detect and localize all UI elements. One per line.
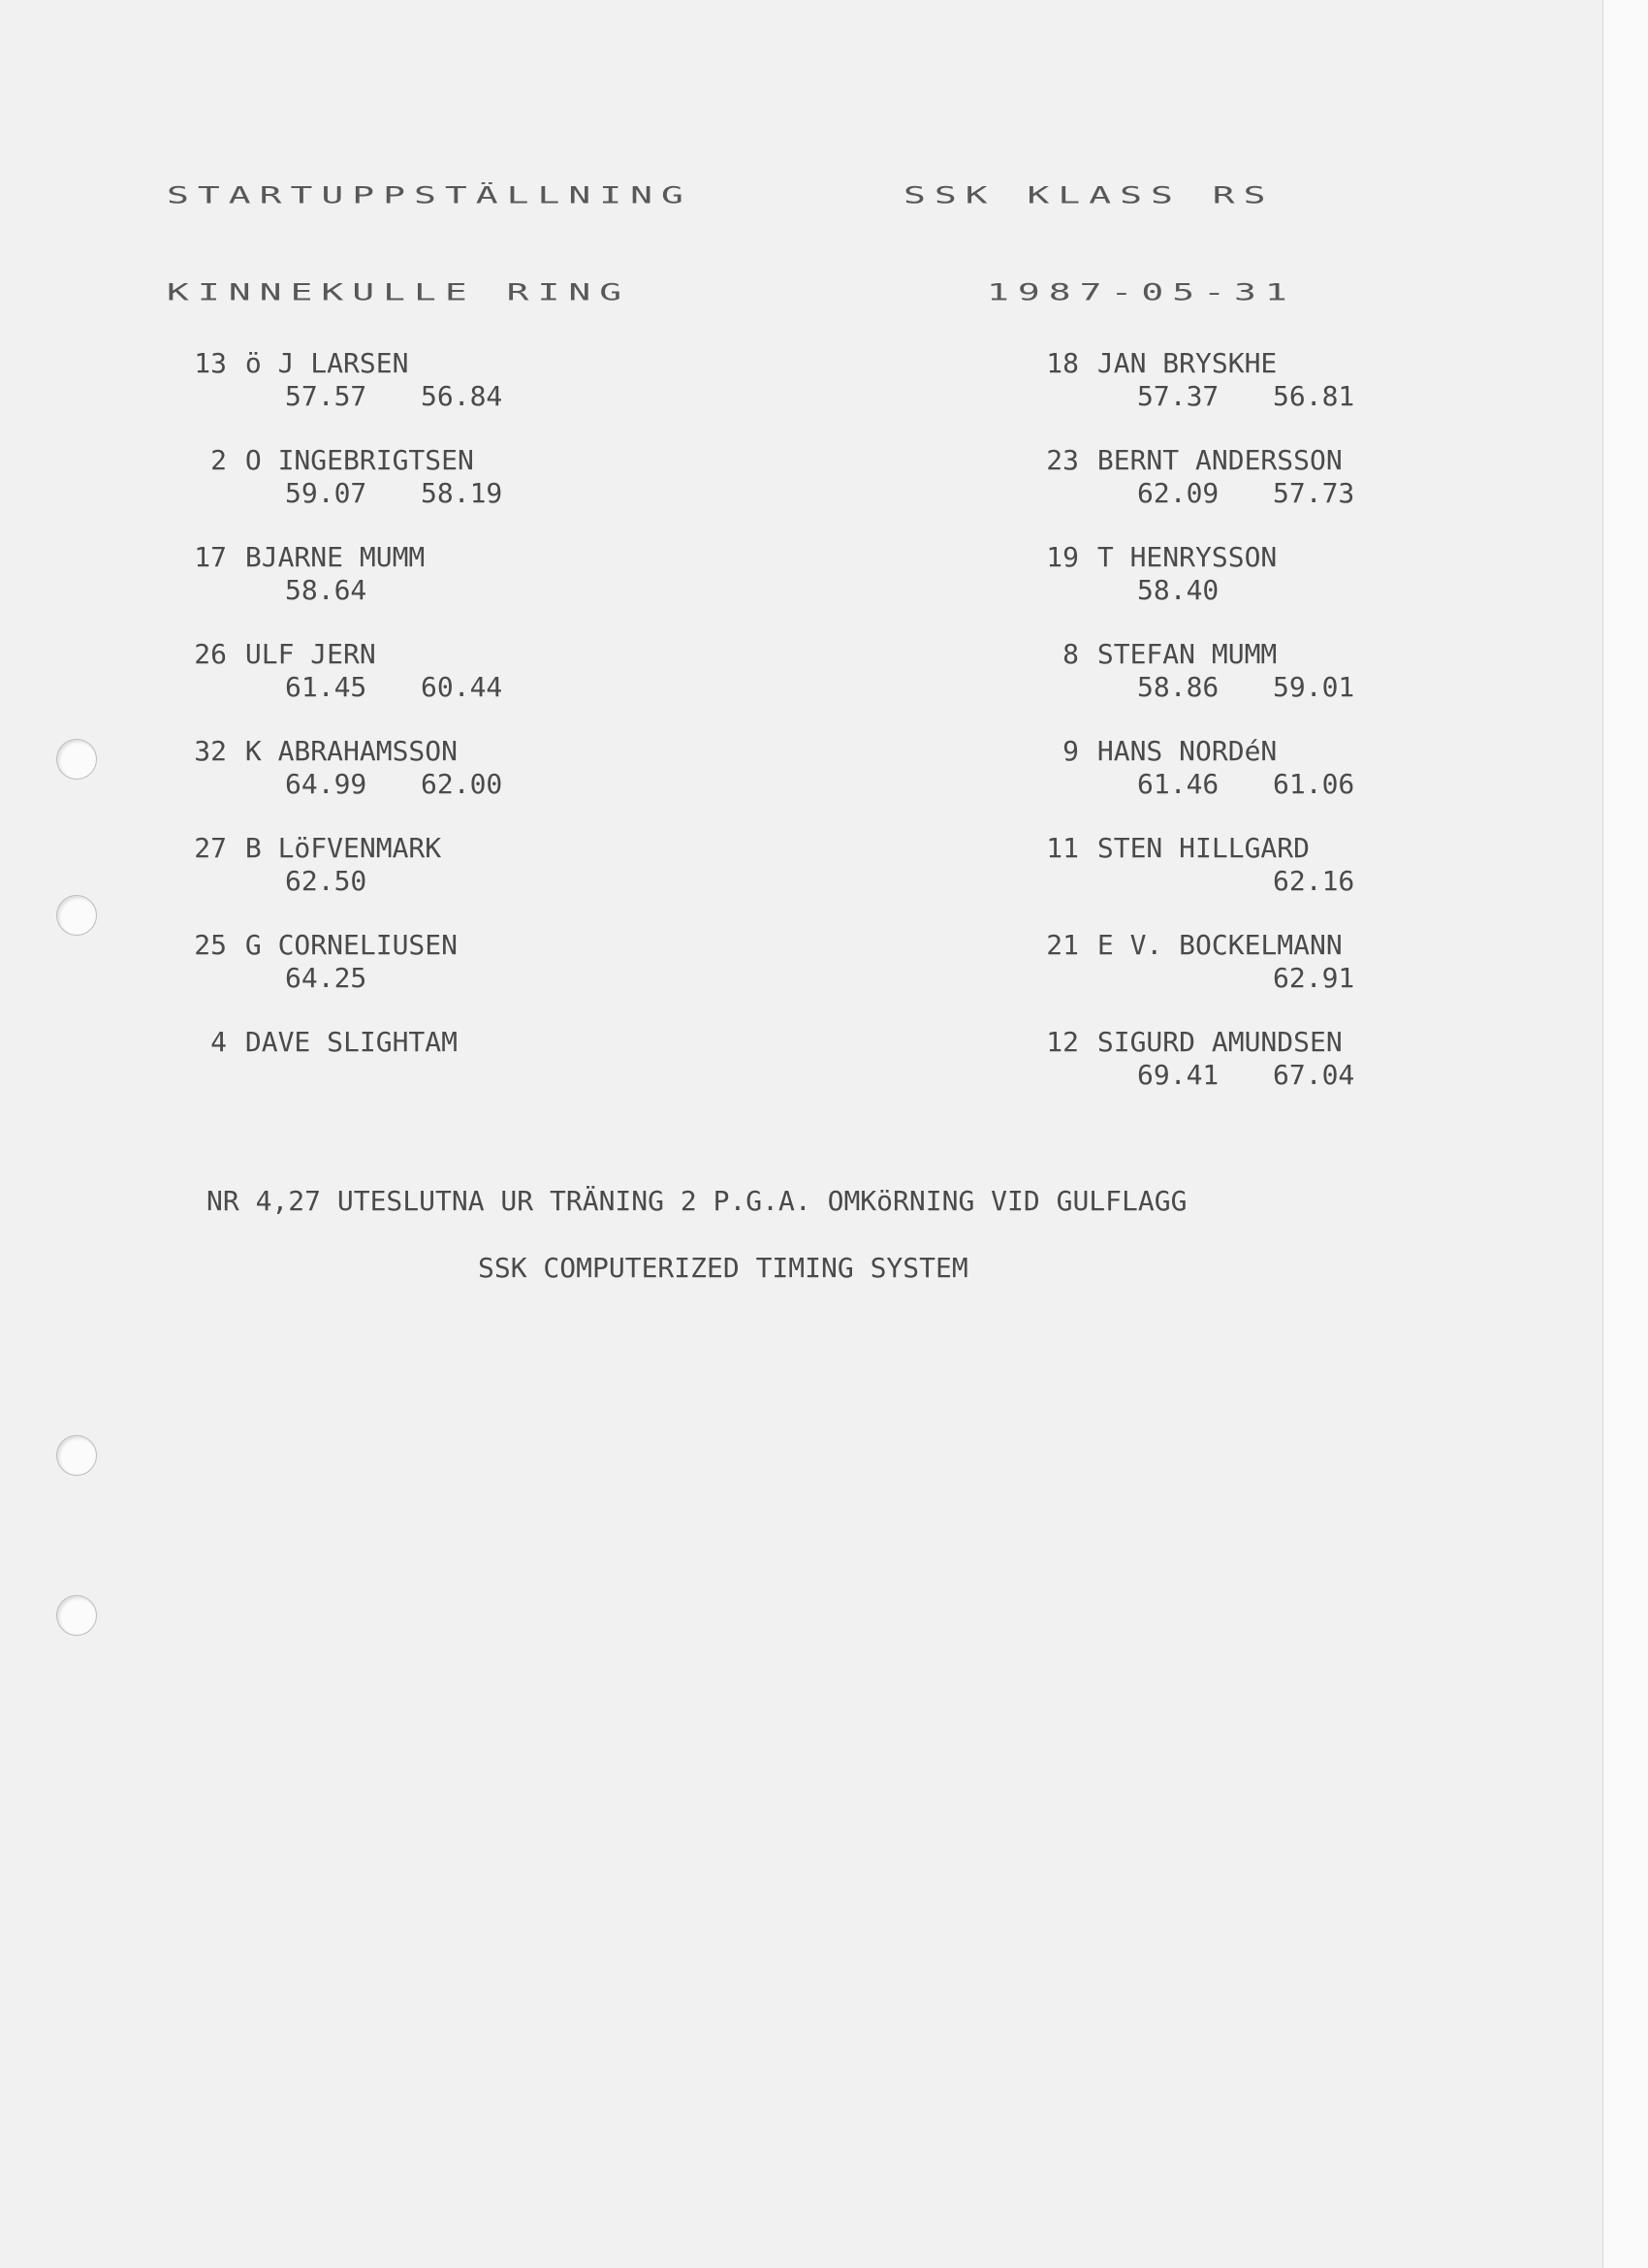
- list-item: [171, 347, 502, 413]
- lap-time: 57.73: [1273, 477, 1355, 509]
- lap-time: 64.25: [285, 962, 367, 994]
- driver-name: BJARNE MUMM: [244, 541, 426, 573]
- lap-time: 59.07: [285, 477, 367, 509]
- list-item: [1023, 638, 1354, 704]
- list-item: [171, 638, 502, 704]
- start-number: 32: [194, 735, 227, 767]
- start-number: 12: [1046, 1026, 1079, 1058]
- driver-name: T HENRYSSON: [1096, 541, 1278, 573]
- lap-time: 62.50: [285, 865, 367, 897]
- lap-time: 69.41: [1137, 1059, 1220, 1091]
- punch-hole: [56, 1595, 97, 1636]
- lap-time: 59.01: [1273, 671, 1355, 703]
- start-number: 4: [210, 1026, 227, 1058]
- lap-time: 56.84: [421, 380, 503, 412]
- list-item: [171, 929, 458, 995]
- driver-name: B LöFVENMARK: [244, 832, 442, 864]
- lap-time: 67.04: [1273, 1059, 1355, 1091]
- start-number: 21: [1046, 929, 1079, 961]
- lap-time: 61.06: [1273, 768, 1355, 800]
- list-item: [1023, 444, 1354, 510]
- driver-name: STEN HILLGARD: [1096, 832, 1311, 864]
- list-item: [171, 541, 425, 607]
- driver-name: ULF JERN: [244, 638, 376, 670]
- lap-time: 61.46: [1137, 768, 1220, 800]
- page-edge: [1602, 0, 1648, 2268]
- start-number: 23: [1046, 444, 1079, 476]
- document-title: STARTUPPSTÄLLNING: [167, 182, 692, 209]
- lap-time: 58.19: [421, 477, 503, 509]
- lap-time: 58.40: [1137, 574, 1220, 606]
- list-item: [1023, 832, 1354, 898]
- start-number: 9: [1062, 735, 1079, 767]
- lap-time: 64.99: [285, 768, 367, 800]
- lap-time: 56.81: [1273, 380, 1355, 412]
- driver-name: HANS NORDéN: [1096, 735, 1278, 767]
- start-number: 11: [1046, 832, 1079, 864]
- driver-name: K ABRAHAMSSON: [244, 735, 459, 767]
- start-number: 25: [194, 929, 227, 961]
- lap-time: 58.64: [285, 574, 367, 606]
- lap-time: 62.16: [1273, 865, 1355, 897]
- list-item: [171, 1026, 458, 1092]
- list-item: [1023, 1026, 1354, 1092]
- lap-time: 57.37: [1137, 380, 1220, 412]
- punch-hole: [56, 895, 97, 936]
- punch-hole: [56, 739, 97, 780]
- punch-hole: [56, 1435, 97, 1476]
- driver-name: E V. BOCKELMANN: [1096, 929, 1343, 961]
- start-number: 27: [194, 832, 227, 864]
- driver-name: JAN BRYSKHE: [1096, 347, 1278, 379]
- start-number: 18: [1046, 347, 1079, 379]
- list-item: [1023, 929, 1354, 995]
- list-item: [1023, 735, 1354, 801]
- lap-time: 62.09: [1137, 477, 1220, 509]
- driver-name: DAVE SLIGHTAM: [244, 1026, 459, 1058]
- class-title: SSK KLASS RS: [903, 182, 1275, 209]
- start-number: 2: [210, 444, 227, 476]
- venue-title: KINNEKULLE RING: [167, 279, 631, 306]
- list-item: [171, 832, 441, 898]
- start-number: 8: [1062, 638, 1079, 670]
- driver-name: BERNT ANDERSSON: [1096, 444, 1343, 476]
- list-item: [1023, 541, 1277, 607]
- system-credit: SSK COMPUTERIZED TIMING SYSTEM: [478, 1252, 968, 1284]
- driver-name: ö J LARSEN: [244, 347, 409, 379]
- list-item: [171, 735, 502, 801]
- lap-time: 58.86: [1137, 671, 1220, 703]
- driver-name: G CORNELIUSEN: [244, 929, 459, 961]
- driver-name: O INGEBRIGTSEN: [244, 444, 474, 476]
- start-number: 17: [194, 541, 227, 573]
- start-number: 19: [1046, 541, 1079, 573]
- lap-time: 61.45: [285, 671, 367, 703]
- driver-name: SIGURD AMUNDSEN: [1096, 1026, 1343, 1058]
- lap-time: 57.57: [285, 380, 367, 412]
- list-item: [171, 444, 502, 510]
- driver-name: STEFAN MUMM: [1096, 638, 1278, 670]
- lap-time: 60.44: [421, 671, 503, 703]
- lap-time: 62.00: [421, 768, 503, 800]
- list-item: [1023, 347, 1354, 413]
- exclusion-note: NR 4,27 UTESLUTNA UR TRÄNING 2 P.G.A. OMKöRNING VID GULFLAGG: [206, 1185, 1188, 1217]
- date-title: 1987-05-31: [987, 279, 1296, 306]
- lap-time: 62.91: [1273, 962, 1355, 994]
- start-number: 26: [194, 638, 227, 670]
- start-number: 13: [194, 347, 227, 379]
